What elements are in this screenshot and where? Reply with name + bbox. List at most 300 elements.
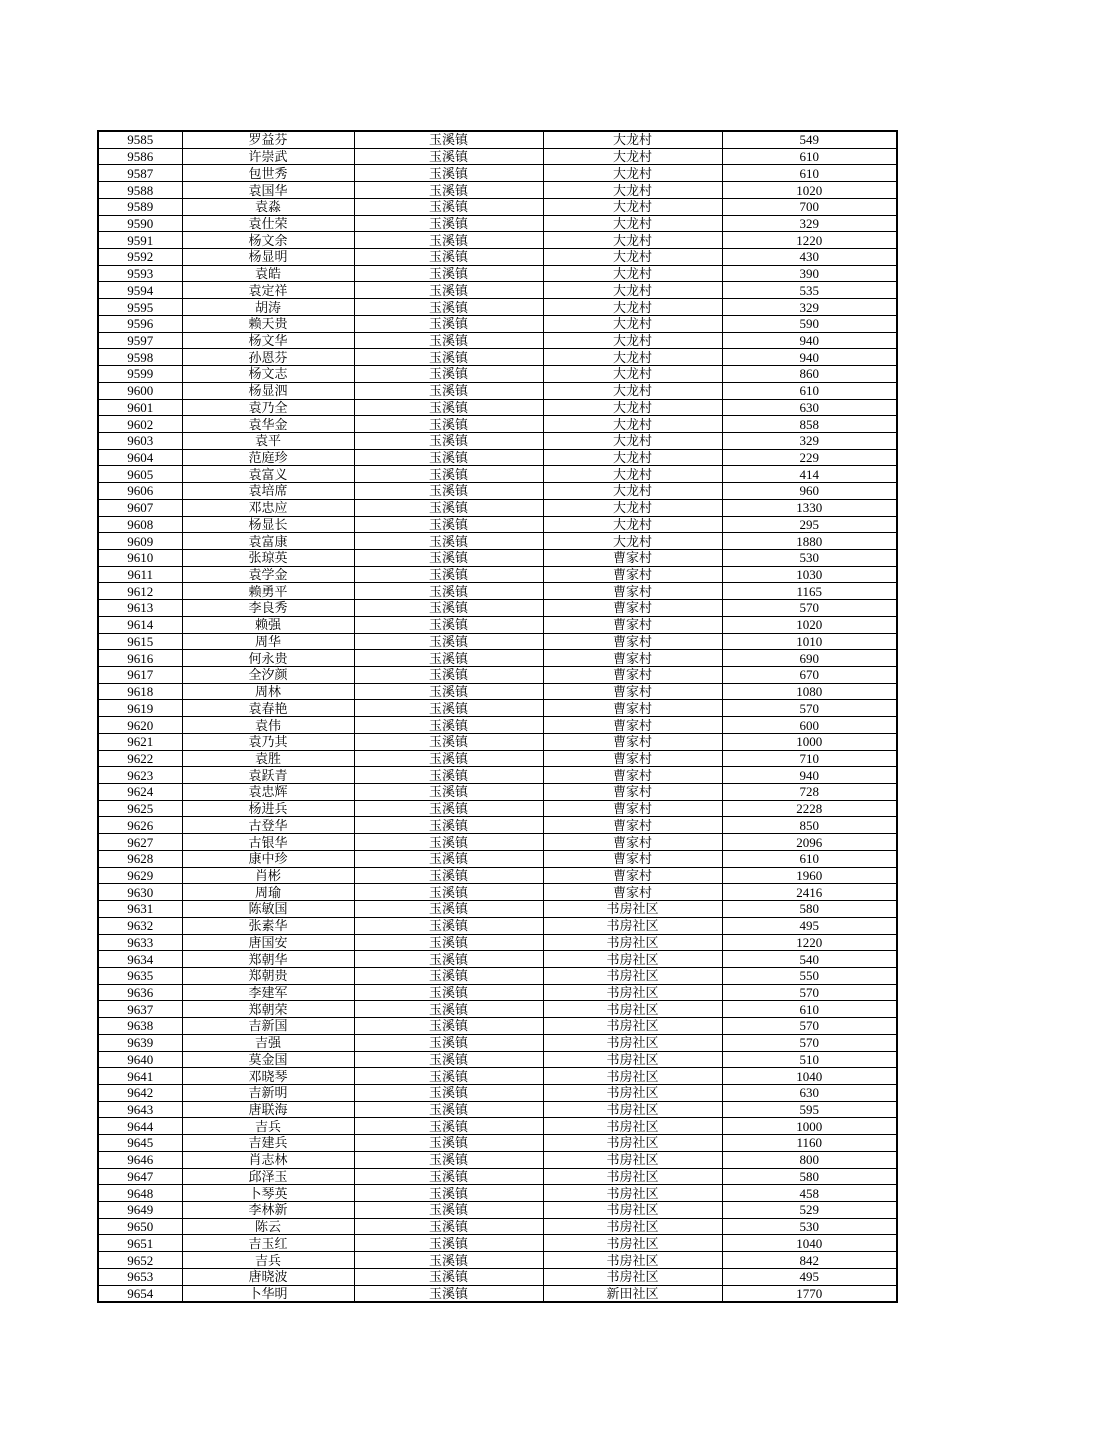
name-cell: 袁胜 bbox=[182, 750, 354, 767]
name-cell: 周瑜 bbox=[182, 884, 354, 901]
table-row bbox=[98, 232, 897, 249]
amount-cell: 550 bbox=[722, 967, 897, 984]
amount-cell: 529 bbox=[722, 1202, 897, 1219]
town-cell: 玉溪镇 bbox=[354, 533, 543, 550]
village-cell: 大龙村 bbox=[543, 332, 722, 349]
amount-cell: 850 bbox=[722, 817, 897, 834]
table-row bbox=[98, 449, 897, 466]
table-row bbox=[98, 1285, 897, 1302]
serial-cell: 9621 bbox=[98, 733, 182, 750]
village-cell: 曹家村 bbox=[543, 549, 722, 566]
serial-cell: 9602 bbox=[98, 416, 182, 433]
serial-cell: 9599 bbox=[98, 366, 182, 383]
name-cell: 吉玉红 bbox=[182, 1235, 354, 1252]
name-cell: 袁皓 bbox=[182, 265, 354, 282]
table-row bbox=[98, 1084, 897, 1101]
name-cell: 罗益芬 bbox=[182, 131, 354, 148]
table-row bbox=[98, 265, 897, 282]
amount-cell: 610 bbox=[722, 850, 897, 867]
name-cell: 袁乃全 bbox=[182, 399, 354, 416]
amount-cell: 2228 bbox=[722, 800, 897, 817]
town-cell: 玉溪镇 bbox=[354, 299, 543, 316]
town-cell: 玉溪镇 bbox=[354, 784, 543, 801]
table-row bbox=[98, 432, 897, 449]
town-cell: 玉溪镇 bbox=[354, 416, 543, 433]
serial-cell: 9595 bbox=[98, 299, 182, 316]
village-cell: 大龙村 bbox=[543, 516, 722, 533]
table-row bbox=[98, 499, 897, 516]
serial-cell: 9615 bbox=[98, 633, 182, 650]
name-cell: 范庭珍 bbox=[182, 449, 354, 466]
table-row bbox=[98, 616, 897, 633]
serial-cell: 9608 bbox=[98, 516, 182, 533]
serial-cell: 9620 bbox=[98, 717, 182, 734]
amount-cell: 940 bbox=[722, 767, 897, 784]
name-cell: 杨显明 bbox=[182, 249, 354, 266]
amount-cell: 530 bbox=[722, 1218, 897, 1235]
amount-cell: 458 bbox=[722, 1185, 897, 1202]
town-cell: 玉溪镇 bbox=[354, 1001, 543, 1018]
table-row bbox=[98, 131, 897, 148]
amount-cell: 495 bbox=[722, 917, 897, 934]
town-cell: 玉溪镇 bbox=[354, 349, 543, 366]
name-cell: 袁乃其 bbox=[182, 733, 354, 750]
name-cell: 杨显泗 bbox=[182, 382, 354, 399]
town-cell: 玉溪镇 bbox=[354, 817, 543, 834]
table-row bbox=[98, 182, 897, 199]
table-row bbox=[98, 1168, 897, 1185]
village-cell: 大龙村 bbox=[543, 148, 722, 165]
village-cell: 大龙村 bbox=[543, 366, 722, 383]
amount-cell: 610 bbox=[722, 382, 897, 399]
table-row bbox=[98, 917, 897, 934]
village-cell: 大龙村 bbox=[543, 282, 722, 299]
table-row bbox=[98, 600, 897, 617]
town-cell: 玉溪镇 bbox=[354, 1235, 543, 1252]
village-cell: 书房社区 bbox=[543, 1084, 722, 1101]
serial-cell: 9626 bbox=[98, 817, 182, 834]
table-row bbox=[98, 215, 897, 232]
amount-cell: 570 bbox=[722, 1034, 897, 1051]
town-cell: 玉溪镇 bbox=[354, 750, 543, 767]
serial-cell: 9652 bbox=[98, 1252, 182, 1269]
serial-cell: 9636 bbox=[98, 984, 182, 1001]
table-row bbox=[98, 1135, 897, 1152]
town-cell: 玉溪镇 bbox=[354, 1068, 543, 1085]
village-cell: 曹家村 bbox=[543, 683, 722, 700]
table-row bbox=[98, 934, 897, 951]
town-cell: 玉溪镇 bbox=[354, 1051, 543, 1068]
town-cell: 玉溪镇 bbox=[354, 198, 543, 215]
amount-cell: 858 bbox=[722, 416, 897, 433]
village-cell: 曹家村 bbox=[543, 667, 722, 684]
name-cell: 邓晓琴 bbox=[182, 1068, 354, 1085]
serial-cell: 9642 bbox=[98, 1084, 182, 1101]
town-cell: 玉溪镇 bbox=[354, 1252, 543, 1269]
name-cell: 袁跃青 bbox=[182, 767, 354, 784]
amount-cell: 570 bbox=[722, 600, 897, 617]
village-cell: 书房社区 bbox=[543, 901, 722, 918]
name-cell: 肖彬 bbox=[182, 867, 354, 884]
table-row bbox=[98, 566, 897, 583]
village-cell: 书房社区 bbox=[543, 951, 722, 968]
amount-cell: 2416 bbox=[722, 884, 897, 901]
amount-cell: 1010 bbox=[722, 633, 897, 650]
name-cell: 全汐颜 bbox=[182, 667, 354, 684]
serial-cell: 9654 bbox=[98, 1285, 182, 1302]
name-cell: 吉新明 bbox=[182, 1084, 354, 1101]
village-cell: 书房社区 bbox=[543, 1118, 722, 1135]
town-cell: 玉溪镇 bbox=[354, 1135, 543, 1152]
village-cell: 曹家村 bbox=[543, 834, 722, 851]
serial-cell: 9649 bbox=[98, 1202, 182, 1219]
amount-cell: 1000 bbox=[722, 733, 897, 750]
town-cell: 玉溪镇 bbox=[354, 215, 543, 232]
amount-cell: 690 bbox=[722, 650, 897, 667]
village-cell: 书房社区 bbox=[543, 1001, 722, 1018]
town-cell: 玉溪镇 bbox=[354, 884, 543, 901]
town-cell: 玉溪镇 bbox=[354, 483, 543, 500]
name-cell: 卜华明 bbox=[182, 1285, 354, 1302]
table-body bbox=[98, 131, 897, 1302]
village-cell: 书房社区 bbox=[543, 1252, 722, 1269]
table-row bbox=[98, 1252, 897, 1269]
village-cell: 大龙村 bbox=[543, 416, 722, 433]
amount-cell: 610 bbox=[722, 148, 897, 165]
amount-cell: 590 bbox=[722, 315, 897, 332]
town-cell: 玉溪镇 bbox=[354, 466, 543, 483]
name-cell: 吉新国 bbox=[182, 1018, 354, 1035]
serial-cell: 9629 bbox=[98, 867, 182, 884]
name-cell: 周华 bbox=[182, 633, 354, 650]
table-row bbox=[98, 951, 897, 968]
serial-cell: 9641 bbox=[98, 1068, 182, 1085]
name-cell: 杨进兵 bbox=[182, 800, 354, 817]
amount-cell: 1960 bbox=[722, 867, 897, 884]
amount-cell: 1330 bbox=[722, 499, 897, 516]
serial-cell: 9596 bbox=[98, 315, 182, 332]
table-row bbox=[98, 299, 897, 316]
town-cell: 玉溪镇 bbox=[354, 767, 543, 784]
name-cell: 许崇武 bbox=[182, 148, 354, 165]
village-cell: 书房社区 bbox=[543, 1051, 722, 1068]
town-cell: 玉溪镇 bbox=[354, 432, 543, 449]
town-cell: 玉溪镇 bbox=[354, 1084, 543, 1101]
name-cell: 张素华 bbox=[182, 917, 354, 934]
town-cell: 玉溪镇 bbox=[354, 182, 543, 199]
serial-cell: 9624 bbox=[98, 784, 182, 801]
village-cell: 大龙村 bbox=[543, 232, 722, 249]
name-cell: 李林新 bbox=[182, 1202, 354, 1219]
amount-cell: 295 bbox=[722, 516, 897, 533]
village-cell: 书房社区 bbox=[543, 1268, 722, 1285]
amount-cell: 1165 bbox=[722, 583, 897, 600]
table-row bbox=[98, 1068, 897, 1085]
amount-cell: 229 bbox=[722, 449, 897, 466]
amount-cell: 960 bbox=[722, 483, 897, 500]
amount-cell: 329 bbox=[722, 299, 897, 316]
name-cell: 卜琴英 bbox=[182, 1185, 354, 1202]
town-cell: 玉溪镇 bbox=[354, 600, 543, 617]
table-row bbox=[98, 683, 897, 700]
town-cell: 玉溪镇 bbox=[354, 616, 543, 633]
village-cell: 书房社区 bbox=[543, 1185, 722, 1202]
town-cell: 玉溪镇 bbox=[354, 850, 543, 867]
town-cell: 玉溪镇 bbox=[354, 633, 543, 650]
serial-cell: 9644 bbox=[98, 1118, 182, 1135]
amount-cell: 670 bbox=[722, 667, 897, 684]
name-cell: 古登华 bbox=[182, 817, 354, 834]
village-cell: 大龙村 bbox=[543, 249, 722, 266]
serial-cell: 9630 bbox=[98, 884, 182, 901]
town-cell: 玉溪镇 bbox=[354, 566, 543, 583]
town-cell: 玉溪镇 bbox=[354, 934, 543, 951]
village-cell: 大龙村 bbox=[543, 432, 722, 449]
table-row bbox=[98, 198, 897, 215]
table-row bbox=[98, 784, 897, 801]
name-cell: 袁学金 bbox=[182, 566, 354, 583]
village-cell: 曹家村 bbox=[543, 817, 722, 834]
village-cell: 书房社区 bbox=[543, 1101, 722, 1118]
town-cell: 玉溪镇 bbox=[354, 131, 543, 148]
village-cell: 书房社区 bbox=[543, 917, 722, 934]
serial-cell: 9638 bbox=[98, 1018, 182, 1035]
amount-cell: 580 bbox=[722, 901, 897, 918]
name-cell: 赖天贵 bbox=[182, 315, 354, 332]
table-row bbox=[98, 750, 897, 767]
town-cell: 玉溪镇 bbox=[354, 951, 543, 968]
village-cell: 大龙村 bbox=[543, 499, 722, 516]
name-cell: 包世秀 bbox=[182, 165, 354, 182]
serial-cell: 9634 bbox=[98, 951, 182, 968]
serial-cell: 9594 bbox=[98, 282, 182, 299]
name-cell: 赖强 bbox=[182, 616, 354, 633]
amount-cell: 940 bbox=[722, 332, 897, 349]
village-cell: 曹家村 bbox=[543, 784, 722, 801]
table-row bbox=[98, 366, 897, 383]
amount-cell: 1020 bbox=[722, 616, 897, 633]
amount-cell: 549 bbox=[722, 131, 897, 148]
amount-cell: 1160 bbox=[722, 1135, 897, 1152]
table-row bbox=[98, 800, 897, 817]
table-row bbox=[98, 1118, 897, 1135]
table-row bbox=[98, 315, 897, 332]
name-cell: 胡涛 bbox=[182, 299, 354, 316]
name-cell: 袁忠辉 bbox=[182, 784, 354, 801]
name-cell: 吉兵 bbox=[182, 1118, 354, 1135]
table-row bbox=[98, 901, 897, 918]
table-row bbox=[98, 165, 897, 182]
serial-cell: 9607 bbox=[98, 499, 182, 516]
town-cell: 玉溪镇 bbox=[354, 967, 543, 984]
serial-cell: 9639 bbox=[98, 1034, 182, 1051]
table-row bbox=[98, 533, 897, 550]
village-cell: 书房社区 bbox=[543, 934, 722, 951]
village-cell: 大龙村 bbox=[543, 349, 722, 366]
amount-cell: 610 bbox=[722, 165, 897, 182]
table-row bbox=[98, 717, 897, 734]
amount-cell: 800 bbox=[722, 1151, 897, 1168]
village-cell: 曹家村 bbox=[543, 700, 722, 717]
serial-cell: 9635 bbox=[98, 967, 182, 984]
serial-cell: 9604 bbox=[98, 449, 182, 466]
village-cell: 书房社区 bbox=[543, 1068, 722, 1085]
table-row bbox=[98, 349, 897, 366]
table-row bbox=[98, 549, 897, 566]
serial-cell: 9648 bbox=[98, 1185, 182, 1202]
serial-cell: 9611 bbox=[98, 566, 182, 583]
village-cell: 曹家村 bbox=[543, 850, 722, 867]
serial-cell: 9590 bbox=[98, 215, 182, 232]
table-row bbox=[98, 483, 897, 500]
table-row bbox=[98, 867, 897, 884]
town-cell: 玉溪镇 bbox=[354, 516, 543, 533]
village-cell: 大龙村 bbox=[543, 165, 722, 182]
serial-cell: 9592 bbox=[98, 249, 182, 266]
amount-cell: 842 bbox=[722, 1252, 897, 1269]
town-cell: 玉溪镇 bbox=[354, 148, 543, 165]
amount-cell: 329 bbox=[722, 432, 897, 449]
name-cell: 袁富义 bbox=[182, 466, 354, 483]
village-cell: 大龙村 bbox=[543, 466, 722, 483]
village-cell: 书房社区 bbox=[543, 967, 722, 984]
amount-cell: 728 bbox=[722, 784, 897, 801]
town-cell: 玉溪镇 bbox=[354, 1034, 543, 1051]
table-row bbox=[98, 767, 897, 784]
serial-cell: 9593 bbox=[98, 265, 182, 282]
village-cell: 书房社区 bbox=[543, 1018, 722, 1035]
serial-cell: 9628 bbox=[98, 850, 182, 867]
amount-cell: 510 bbox=[722, 1051, 897, 1068]
name-cell: 莫金国 bbox=[182, 1051, 354, 1068]
serial-cell: 9643 bbox=[98, 1101, 182, 1118]
serial-cell: 9646 bbox=[98, 1151, 182, 1168]
name-cell: 吉建兵 bbox=[182, 1135, 354, 1152]
serial-cell: 9647 bbox=[98, 1168, 182, 1185]
name-cell: 陈云 bbox=[182, 1218, 354, 1235]
table-row bbox=[98, 967, 897, 984]
serial-cell: 9645 bbox=[98, 1135, 182, 1152]
table-row bbox=[98, 466, 897, 483]
table-row bbox=[98, 667, 897, 684]
town-cell: 玉溪镇 bbox=[354, 583, 543, 600]
town-cell: 玉溪镇 bbox=[354, 1202, 543, 1219]
serial-cell: 9600 bbox=[98, 382, 182, 399]
table-row bbox=[98, 1101, 897, 1118]
town-cell: 玉溪镇 bbox=[354, 332, 543, 349]
village-cell: 大龙村 bbox=[543, 449, 722, 466]
name-cell: 何永贵 bbox=[182, 650, 354, 667]
name-cell: 袁国华 bbox=[182, 182, 354, 199]
village-cell: 书房社区 bbox=[543, 1168, 722, 1185]
serial-cell: 9619 bbox=[98, 700, 182, 717]
town-cell: 玉溪镇 bbox=[354, 733, 543, 750]
name-cell: 唐晓波 bbox=[182, 1268, 354, 1285]
village-cell: 大龙村 bbox=[543, 299, 722, 316]
serial-cell: 9609 bbox=[98, 533, 182, 550]
village-cell: 曹家村 bbox=[543, 583, 722, 600]
amount-cell: 860 bbox=[722, 366, 897, 383]
name-cell: 杨显长 bbox=[182, 516, 354, 533]
amount-cell: 390 bbox=[722, 265, 897, 282]
table-row bbox=[98, 733, 897, 750]
town-cell: 玉溪镇 bbox=[354, 315, 543, 332]
town-cell: 玉溪镇 bbox=[354, 249, 543, 266]
table-row bbox=[98, 399, 897, 416]
serial-cell: 9601 bbox=[98, 399, 182, 416]
serial-cell: 9616 bbox=[98, 650, 182, 667]
town-cell: 玉溪镇 bbox=[354, 650, 543, 667]
table-row bbox=[98, 1001, 897, 1018]
serial-cell: 9650 bbox=[98, 1218, 182, 1235]
village-cell: 大龙村 bbox=[543, 533, 722, 550]
town-cell: 玉溪镇 bbox=[354, 1018, 543, 1035]
amount-cell: 2096 bbox=[722, 834, 897, 851]
village-cell: 书房社区 bbox=[543, 1034, 722, 1051]
name-cell: 袁华金 bbox=[182, 416, 354, 433]
town-cell: 玉溪镇 bbox=[354, 1218, 543, 1235]
table-row bbox=[98, 1018, 897, 1035]
town-cell: 玉溪镇 bbox=[354, 800, 543, 817]
table-row bbox=[98, 1034, 897, 1051]
table-row bbox=[98, 1202, 897, 1219]
table-row bbox=[98, 984, 897, 1001]
town-cell: 玉溪镇 bbox=[354, 834, 543, 851]
village-cell: 曹家村 bbox=[543, 884, 722, 901]
data-table bbox=[97, 130, 898, 1303]
serial-cell: 9651 bbox=[98, 1235, 182, 1252]
serial-cell: 9606 bbox=[98, 483, 182, 500]
village-cell: 书房社区 bbox=[543, 984, 722, 1001]
serial-cell: 9637 bbox=[98, 1001, 182, 1018]
table-row bbox=[98, 416, 897, 433]
town-cell: 玉溪镇 bbox=[354, 700, 543, 717]
amount-cell: 630 bbox=[722, 399, 897, 416]
serial-cell: 9640 bbox=[98, 1051, 182, 1068]
amount-cell: 1040 bbox=[722, 1235, 897, 1252]
serial-cell: 9618 bbox=[98, 683, 182, 700]
serial-cell: 9585 bbox=[98, 131, 182, 148]
name-cell: 郑朝华 bbox=[182, 951, 354, 968]
town-cell: 玉溪镇 bbox=[354, 165, 543, 182]
table-row bbox=[98, 332, 897, 349]
town-cell: 玉溪镇 bbox=[354, 1268, 543, 1285]
village-cell: 大龙村 bbox=[543, 399, 722, 416]
name-cell: 张琼英 bbox=[182, 549, 354, 566]
town-cell: 玉溪镇 bbox=[354, 282, 543, 299]
amount-cell: 570 bbox=[722, 984, 897, 1001]
name-cell: 袁淼 bbox=[182, 198, 354, 215]
name-cell: 肖志林 bbox=[182, 1151, 354, 1168]
amount-cell: 1770 bbox=[722, 1285, 897, 1302]
serial-cell: 9598 bbox=[98, 349, 182, 366]
town-cell: 玉溪镇 bbox=[354, 917, 543, 934]
table-row bbox=[98, 884, 897, 901]
name-cell: 李建军 bbox=[182, 984, 354, 1001]
table-row bbox=[98, 148, 897, 165]
table-row bbox=[98, 1151, 897, 1168]
name-cell: 周林 bbox=[182, 683, 354, 700]
serial-cell: 9627 bbox=[98, 834, 182, 851]
town-cell: 玉溪镇 bbox=[354, 366, 543, 383]
serial-cell: 9633 bbox=[98, 934, 182, 951]
name-cell: 袁定祥 bbox=[182, 282, 354, 299]
serial-cell: 9586 bbox=[98, 148, 182, 165]
village-cell: 大龙村 bbox=[543, 483, 722, 500]
town-cell: 玉溪镇 bbox=[354, 1168, 543, 1185]
town-cell: 玉溪镇 bbox=[354, 1101, 543, 1118]
village-cell: 书房社区 bbox=[543, 1218, 722, 1235]
